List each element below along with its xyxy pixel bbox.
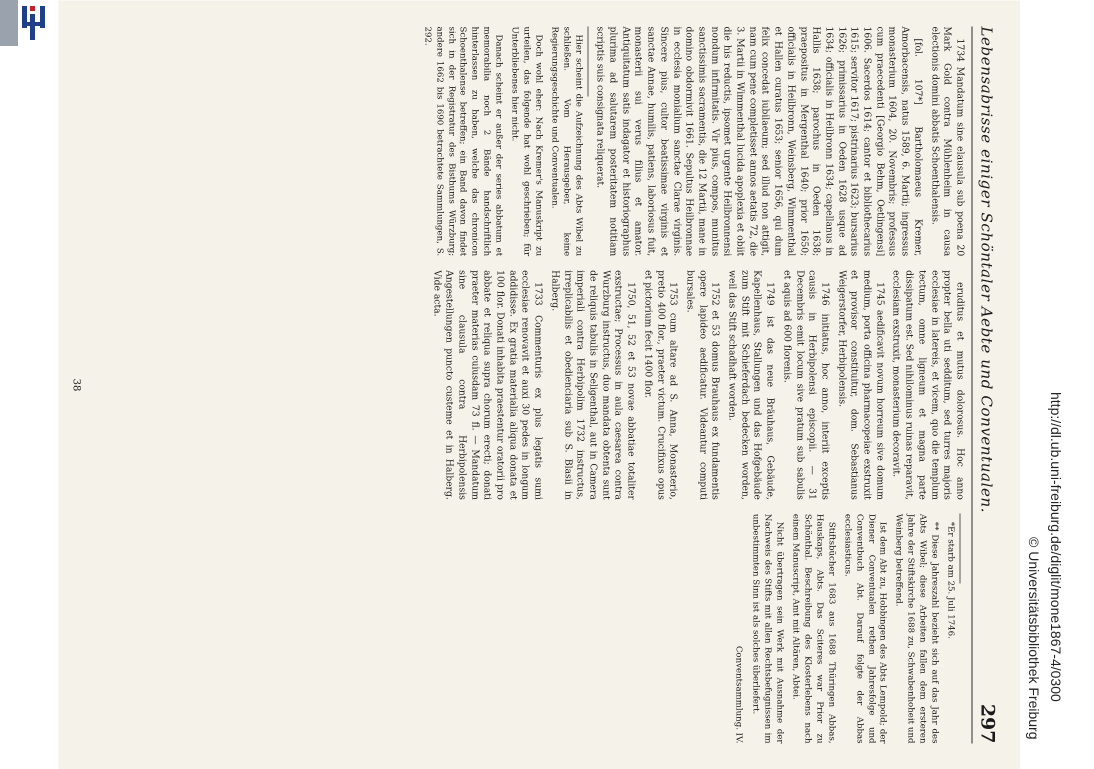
logo-mark-3 xyxy=(40,6,45,28)
footnote: Ist dem Abt zu, Hobbingen des Abts Lempold; der Diener Conventualen rethen Jahresfolge und Conventbuch Abt. Darauf folgte der Abbas ecclesiasticus. xyxy=(841,513,888,744)
paragraph: [fol. 107*] Bartholomaeus Kremer, Amorbacensis, natus 1589, 6. Martii; ingressus monasterium 1604, 20. Novembris; professus cum praecedenti [Georgio Behm, Oetlingensi] 1606. Sacerdos 1614; cantor et bibliothecarius 1615; servitor 1617; pistrinarius 1623; bursarius 1626; primissarius in Oeden 1628 usque ad 1634; officialis in Heilbronn 1634; capellanus in Hallis 1638; parochus in Oeden 1638; praepositus in Mergenthal 1640; prior 1650; officialis in Heilbronn, Weinsberg, Wimmenthal et Hallen curatus 1653; senior 1656, qui dum felix concedat iubilaeum; sed illud non attigit, nam cum pene completisset annos aetatis 72, die 3. Martii in Wimmenthal lucida apoplexia et obiit die his reductis, ipsomet urgente Heilbronnensi nondum infirmitatis. Vir pius, compos, munitus sanctissimis sacramentis, die 12 Martii, mane in domino obdormivit 1661. Sepultus Heilbronnae in ecclesia monialium sanctae Clarae virginis. Sincere pius, cultor beatissimae virginis et sanctae Annae, humilis, patiens, laboriosus fuit, monasterii sui verus filius et amator. Antiquitatum satis indagator et historiographus plurima ad salutarem posteritatem notitiam scriptis suis consignata reliquerat. xyxy=(594,26,923,256)
running-head xyxy=(971,26,998,743)
paragraph: 1752 et 53 domus Brauhaus ex fundamentis opere lapideo aedificatur. Videantur computi bursales. xyxy=(683,269,721,500)
footnote: *Er starb am 25. Juli 1746. xyxy=(945,521,955,639)
footnote-rule xyxy=(587,26,588,96)
column-signature: Conventsammlung. IV. xyxy=(733,645,744,744)
logo-side-bar xyxy=(0,0,18,46)
paragraph: 1753 cum altare ad S. Anna, Monasterio, pretio 400 flor., praeter victum. Crucifixus opus et pictorium fecit 1400 flor. xyxy=(641,269,679,500)
footnote: Hier scheint die Aufzeichnung des Abts Wibel zu schließen. Vom Herausgeber, keine Regierungsgeschichte und Conventualen. xyxy=(548,26,583,256)
scan-area xyxy=(58,0,1020,769)
footnote: Doch wohl eher: Nach Kremer's Manuskript zu urteilen, das folgende hat wohl geschrieben; für Unterbliebenes hier nicht. xyxy=(509,26,543,256)
paragraph: 1749 ist das neue Bräuhaus, Gebäude, Kapellenhaus, Stallungen und das Hofgebäude zum Stift mit Schieferdach bedecken worden, weil das Stift schadhaft worden. xyxy=(726,269,776,500)
running-title: Lebensabrisse einiger Schöntaler Aebte und Conventualen. xyxy=(977,26,995,513)
column-right xyxy=(105,513,965,743)
logo-mark-2 xyxy=(30,14,35,40)
footnote: Stiftsbücher 1683 aus 1688 Thüringen Abbas, Hauskaps, Abts. Das Sciteres war Prior zu Schönthal. Beschreibung des Klosterlebens nach einem Manuscript, Amt mit Altären, Abtei. xyxy=(790,513,836,744)
logo-mark-dot xyxy=(30,6,35,11)
paragraph: 1734 Mandatum sine elausula sub poena 20 Mark Gold contra Mühlenheim in causa electionis domini abbatis Schoenthalensis. xyxy=(928,26,965,256)
source-url-link[interactable]: http://dl.ub.uni-freiburg.de/diglit/mone1867-4/0300 xyxy=(1048,392,1064,702)
column-middle xyxy=(105,270,965,500)
copyright-notice: © Universitätsbibliothek Freiburg xyxy=(1026,537,1042,740)
footnote-rule xyxy=(959,513,960,583)
footnote: Nicht übertragen sein Werk mit Ausnahme der Nachweis des Stifts mit allen Rechtsbefugnissen im unbestimmten Sinn ist als solches überliefert. xyxy=(750,513,785,744)
scanned-page xyxy=(58,0,1020,769)
paragraph: 1750, 51, 52 et 53 novae abbatiae totaliter exstructae; Processus in aula caesarea contra Wurzburg instructus, duo mandata obtenta sunt de reliquis tabulis in Seligenthal, aut in Camera imperiali contra Herbipolim 1732 instructus, irreplicabilis et obedienciaria sub S. Blasii in Halberg. xyxy=(548,269,637,500)
paragraph: eruditus et mutus dolorosus. Hoc anno propter bella uti sedditum, sed turres majoris ecclesiae in latereis, et vicem, quo die templum tectum, omne ligneum et magna parte dissipatum est. Sed nihilominus ruinas reparavit, ecclesiam exstruxit, monasterium decoravit. xyxy=(890,269,965,500)
footnote: ** Diese Jahreszahl bezieht sich auf das Jahr des Abts Wibel; diese Arbeiten fallen dem ersteren Jahre der Stiftskirche 1688 zu, Schwabenhoheit und Weinberg betreffend. xyxy=(893,513,940,744)
footnote: Danach scheint er außer der series abbatum et memorabilia noch 2 Bände handschriftlich hinterlassen zu haben, welche das chronicon Schoenthalense betreffen; ein Band davon findet sich in der Registratur des Bisthums Würzburg; andere 1662 bis 1690 betrachtete Sammlungen, S. 292. xyxy=(421,26,504,256)
sheet-signature: 38 xyxy=(70,378,81,391)
text-columns xyxy=(105,26,965,743)
logo-mark-bar xyxy=(22,22,40,26)
paragraph: 1745 aedificavit novum horreum sive domum medium, porta officina pharmacopeiae exstruxit et provisor constituitur, dom. Sebastianus Weigerstorfer, Herbipolensis. xyxy=(835,269,885,500)
paragraph: 1746 initiatus, hoc anno, interiit exceptis causis in Herbipolensi episcopii. — 31 Decembris emit locum sive pratum sub sabulis et aquis ad 600 florenis. xyxy=(780,269,830,500)
paragraph: 1733 Commenturis ex plus legatis sumi ecclesiae renovavit et auxi 30 pedes in longum addidisse. Ex gratia materialia aliqua donata et 100 flor. Donati inhabita praestentur oratorii pro abbate et reliqua supra chorum erecti; donati praeter materias cuiusdam 73 fl. — Mandatum sine clausula contra Herbipolensis Angestellungen puncto custeme et in Halberg. Vide acta. xyxy=(430,269,544,500)
ub-freiburg-logo-icon xyxy=(0,0,58,46)
credit-strip xyxy=(1020,0,1094,769)
page-number: 297 xyxy=(976,703,998,743)
column-left xyxy=(105,26,965,256)
